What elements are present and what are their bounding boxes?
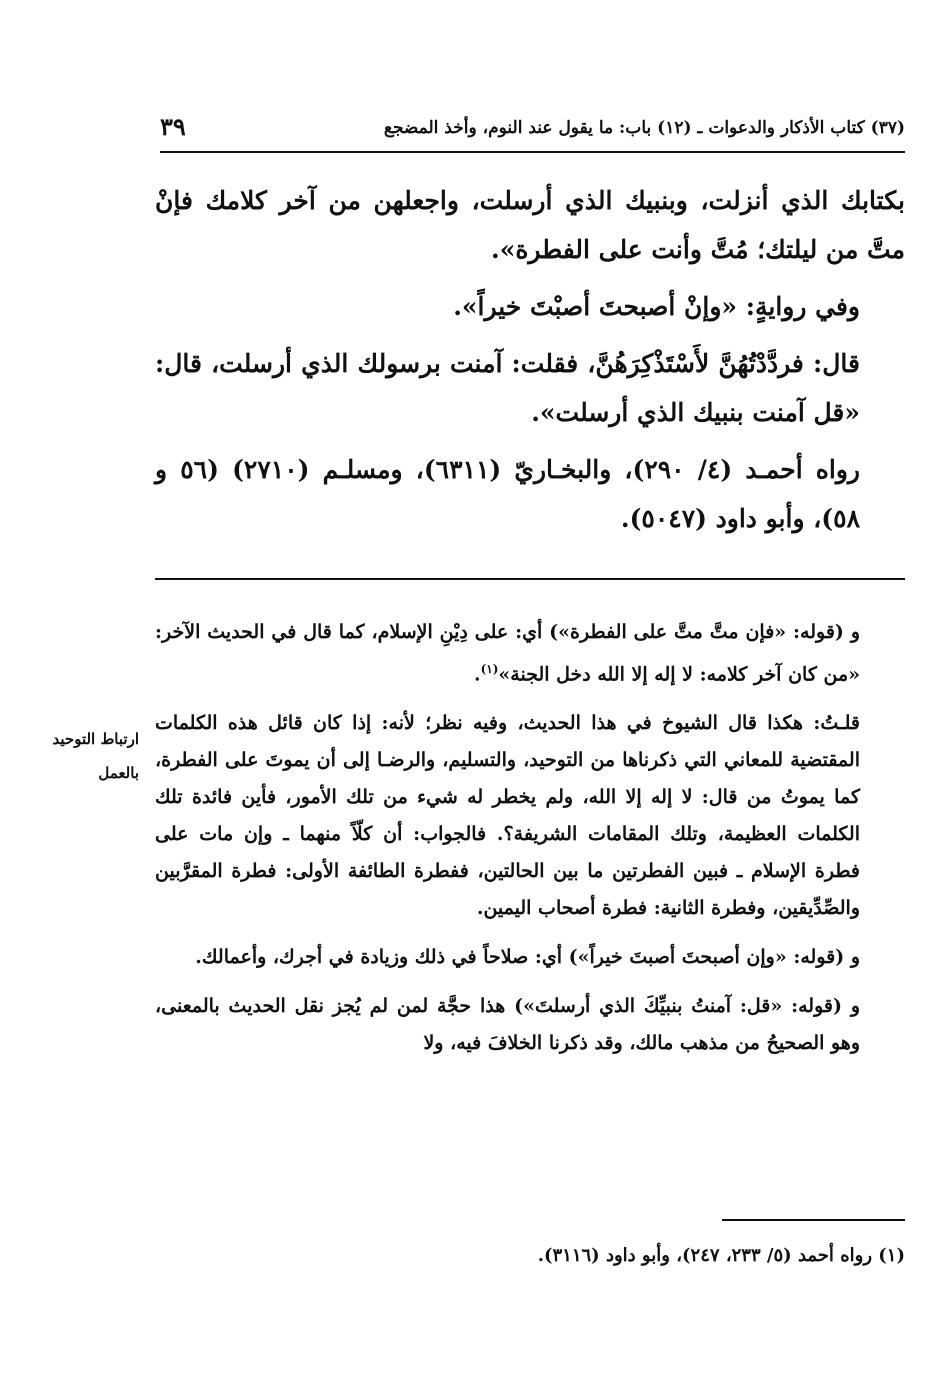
- hadith-paragraph: وفي روايةٍ: «وإنْ أصبحتَ أصبْتَ خيراً».: [453, 292, 860, 321]
- page-number: ٣٩: [160, 112, 186, 141]
- footnote-marker: (١): [480, 662, 499, 676]
- hadith-paragraph: بكتابك الذي أنزلت، وبنبيك الذي أرسلت، واجعلهن من آخر كلامك فإنْ متَّ من ليلتك؛ مُتَّ وأنت على الفطرة».: [155, 186, 905, 264]
- hadith-paragraph: قال: فردَّدْتُهُنَّ لأَسْتَذْكِرَهُنَّ، فقلت: آمنت برسولك الذي أرسلت، قال: «قل آمنت بنبيك الذي أرسلت».: [155, 349, 860, 427]
- hadith-text: [155, 176, 905, 543]
- commentary-period: .: [473, 663, 481, 686]
- header-divider: [160, 151, 905, 153]
- margin-note-line: بالعمل: [98, 764, 139, 782]
- running-header: [160, 112, 905, 150]
- commentary-paragraph: و (قوله: «وإن أصبحتَ أصبتَ خيراً») أي: صلاحاً في ذلك وزيادة في أجرك، وأعمالك.: [195, 946, 860, 969]
- commentary-sentence: و (قوله: «فإن متَّ متَّ على الفطرة») أي: على دِيْنِ الإسلام، كما قال في الحديث الآخر: «من كان آخر كلامه: لا إله إلا الله دخل الجنة»: [155, 621, 860, 686]
- commentary-paragraph: و (قوله: «قل: آمنتُ بنبيِّكَ الذي أرسلتَ») هذا حجَّة لمن لم يُجز نقل الحديث بالمعنى، وهو الصحيحُ من مذهب مالك، وقد ذكرنا الخلافَ فيه، ولا: [155, 995, 860, 1055]
- header-title: (٣٧) كتاب الأذكار والدعوات ـ (١٢) باب: ما يقول عند النوم، وأخذ المضجع: [383, 118, 905, 138]
- footnote: (١) رواه أحمد (٥/ ٢٣٣، ٢٤٧)، وأبو داود (٣١١٦).: [537, 1245, 905, 1266]
- commentary-paragraph: [155, 614, 905, 693]
- section-divider: [155, 578, 905, 580]
- hadith-citation: رواه أحمـد (٤/ ٢٩٠)، والبخـاريّ (٦٣١١)، ومسلـم (٢٧١٠) (٥٦ و ٥٨)، وأبو داود (٥٠٤٧).: [155, 455, 860, 533]
- commentary-paragraph: قلـتُ: هكذا قال الشيوخ في هذا الحديث، وفيه نظر؛ لأنه: إذا كان قائل هذه الكلمات المقتضية للمعاني التي ذكرناها من التوحيد، والتسليم، والرضـا إلى أن يموتَ على الفطرة، كما يموتُ من قال: لا إله إلا الله، ولم يخطر له شيء من تلك الأمور، فأين فائدة تلك الكلمات العظيمة، وتلك المقامات الشريفة؟. فالجواب: أن كلّاً منهما ـ وإن مات على فطرة الإسلام ـ فبين الفطرتين ما بين الحالتين، ففطرة الطائفة الأولى: فطرة المقرَّبين والصِّدِّيقين، وفطرة الثانية: فطرة أصحاب اليمين.: [155, 712, 860, 920]
- commentary-text: [155, 614, 905, 1062]
- footnote-divider: [722, 1219, 905, 1221]
- margin-note: [14, 722, 139, 790]
- margin-note-line: ارتباط التوحيد: [52, 730, 139, 748]
